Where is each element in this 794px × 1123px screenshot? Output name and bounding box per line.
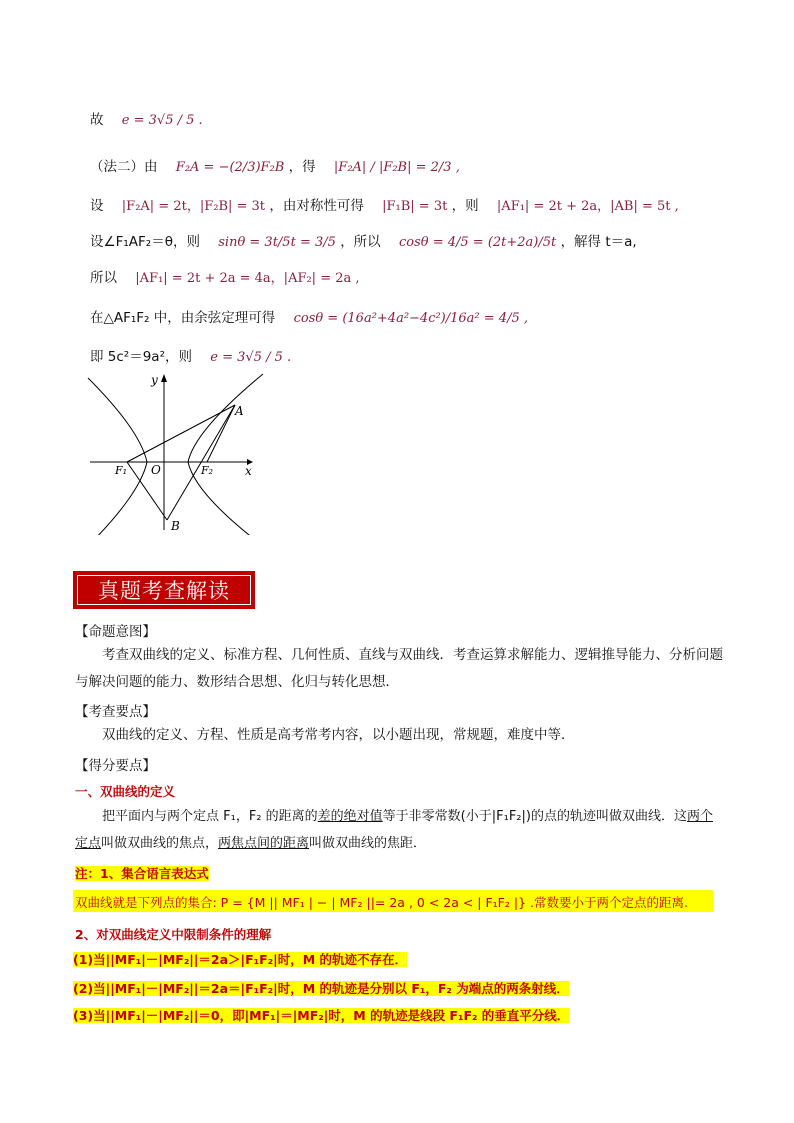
key-points-paragraph: 双曲线的定义、方程、性质是高考常考内容，以小题出现，常规题，难度中等． <box>102 727 575 743</box>
tag-key-points: 【考查要点】 <box>75 704 156 720</box>
definition-underline-2: 两个定点 <box>75 809 713 851</box>
section-banner <box>73 571 255 609</box>
condition-3 <box>73 1006 569 1024</box>
math-expression: cosθ = 4/5 = (2t+2a)/5t <box>398 235 557 250</box>
text-mid: ，则 <box>451 198 479 214</box>
hyperbola-figure <box>85 370 265 535</box>
note-heading <box>75 864 209 882</box>
solution-line-3 <box>90 194 679 214</box>
hyperbola-right-branch <box>188 374 263 535</box>
math-expression: F₂A = −(2/3)F₂B <box>175 160 285 175</box>
set-expression-highlight <box>73 890 713 912</box>
text-prefix: 故 <box>90 112 104 128</box>
condition-2 <box>73 979 569 997</box>
definition-text-1: 把平面内与两个定点 F₁，F₂ 的距离的 <box>102 809 318 824</box>
segment-AF2 <box>207 405 235 462</box>
solution-line-1 <box>90 108 203 128</box>
label-F2: F₂ <box>201 464 214 477</box>
label-y: y <box>151 373 158 387</box>
text-prefix: 设 <box>90 198 104 214</box>
condition-1-text: (1)当||MF₁|－|MF₂||＝2a＞|F₁F₂|时，M 的轨迹不存在． <box>73 952 408 967</box>
text-prefix: 即 5c²＝9a²，则 <box>90 349 192 365</box>
condition-2-text: (2)当||MF₁|－|MF₂||＝2a＝|F₁F₂|时，M 的轨迹是分别以 F₁，F₂ 为端点的两条射线． <box>73 981 569 996</box>
math-expression: cosθ = (16a²+4a²−4c²)/16a² = 4/5 , <box>293 311 528 326</box>
text-mid: ，由对称性可得 <box>269 198 364 214</box>
subheading-conditions: 2、对双曲线定义中限制条件的理解 <box>75 927 272 942</box>
label-origin: O <box>151 463 161 477</box>
label-B: B <box>171 519 180 533</box>
math-expression: sinθ = 3t/5t = 3/5 <box>218 235 336 250</box>
solution-line-5 <box>90 266 360 286</box>
math-expression: |F₁B| = 3t <box>382 199 448 214</box>
segment-F1A <box>127 405 235 462</box>
tag-scoring-points: 【得分要点】 <box>75 758 156 774</box>
heading-definition: 一、双曲线的定义 <box>75 784 176 799</box>
math-expression: e = 3√5 / 5 . <box>210 350 292 365</box>
text-prefix: 所以 <box>90 270 117 286</box>
text-mid: ，得 <box>288 159 316 175</box>
text-prefix: 在△AF₁F₂ 中，由余弦定理可得 <box>90 310 276 326</box>
math-expression: |F₂A| = 2t，|F₂B| = 3t <box>121 199 266 214</box>
solution-line-2 <box>90 155 460 175</box>
y-axis-arrow <box>161 374 167 382</box>
segment-F1B <box>127 462 167 520</box>
solution-line-6 <box>90 306 528 326</box>
definition-text-2: 等于非零常数(小于|F₁F₂|)的点的轨迹叫做双曲线．这 <box>382 809 687 824</box>
definition-text-4: 叫做双曲线的焦距． <box>309 836 427 851</box>
text-end: ，解得 t＝a, <box>560 234 637 250</box>
solution-line-4 <box>90 230 637 250</box>
text-prefix: （法二）由 <box>90 159 158 175</box>
definition-underline-1: 差的绝对值 <box>317 809 383 824</box>
label-x: x <box>245 464 252 478</box>
condition-3-text: (3)当||MF₁|－|MF₂||＝0，即|MF₁|＝|MF₂|时，M 的轨迹是线段 F₁F₂ 的垂直平分线． <box>73 1008 570 1023</box>
banner-title: 真题考查解读 <box>98 579 230 603</box>
solution-line-7 <box>90 345 291 365</box>
text-mid: ，所以 <box>340 234 381 250</box>
math-expression: |AF₁| = 2t + 2a = 4a，|AF₂| = 2a , <box>135 271 360 286</box>
math-expression: |F₂A| / |F₂B| = 2/3 , <box>333 160 460 175</box>
note-heading-text: 注：1、集合语言表达式 <box>75 866 209 881</box>
label-F1: F₁ <box>115 464 128 477</box>
set-expression-text: 双曲线就是下列点的集合: P = {M || MF₁ | − | MF₂ ||= 2a , 0 < 2a < | F₁F₂ |} .常数要小于两个定点的距离. <box>75 895 688 910</box>
math-expression: e = 3√5 / 5 . <box>121 113 203 128</box>
text-prefix: 设∠F₁AF₂＝θ，则 <box>90 234 200 250</box>
condition-1 <box>73 950 407 968</box>
definition-text-3: 叫做双曲线的焦点， <box>101 836 219 851</box>
math-expression: |AF₁| = 2t + 2a，|AB| = 5t , <box>496 199 679 214</box>
definition-paragraph <box>75 803 725 857</box>
definition-underline-3: 两焦点间的距离 <box>218 836 310 851</box>
label-A: A <box>235 404 244 418</box>
tag-intent: 【命题意图】 <box>75 624 156 640</box>
intent-paragraph: 考查双曲线的定义、标准方程、几何性质、直线与双曲线．考查运算求解能力、逻辑推导能力、分析问题与解决问题的能力、数形结合思想、化归与转化思想． <box>75 647 723 690</box>
